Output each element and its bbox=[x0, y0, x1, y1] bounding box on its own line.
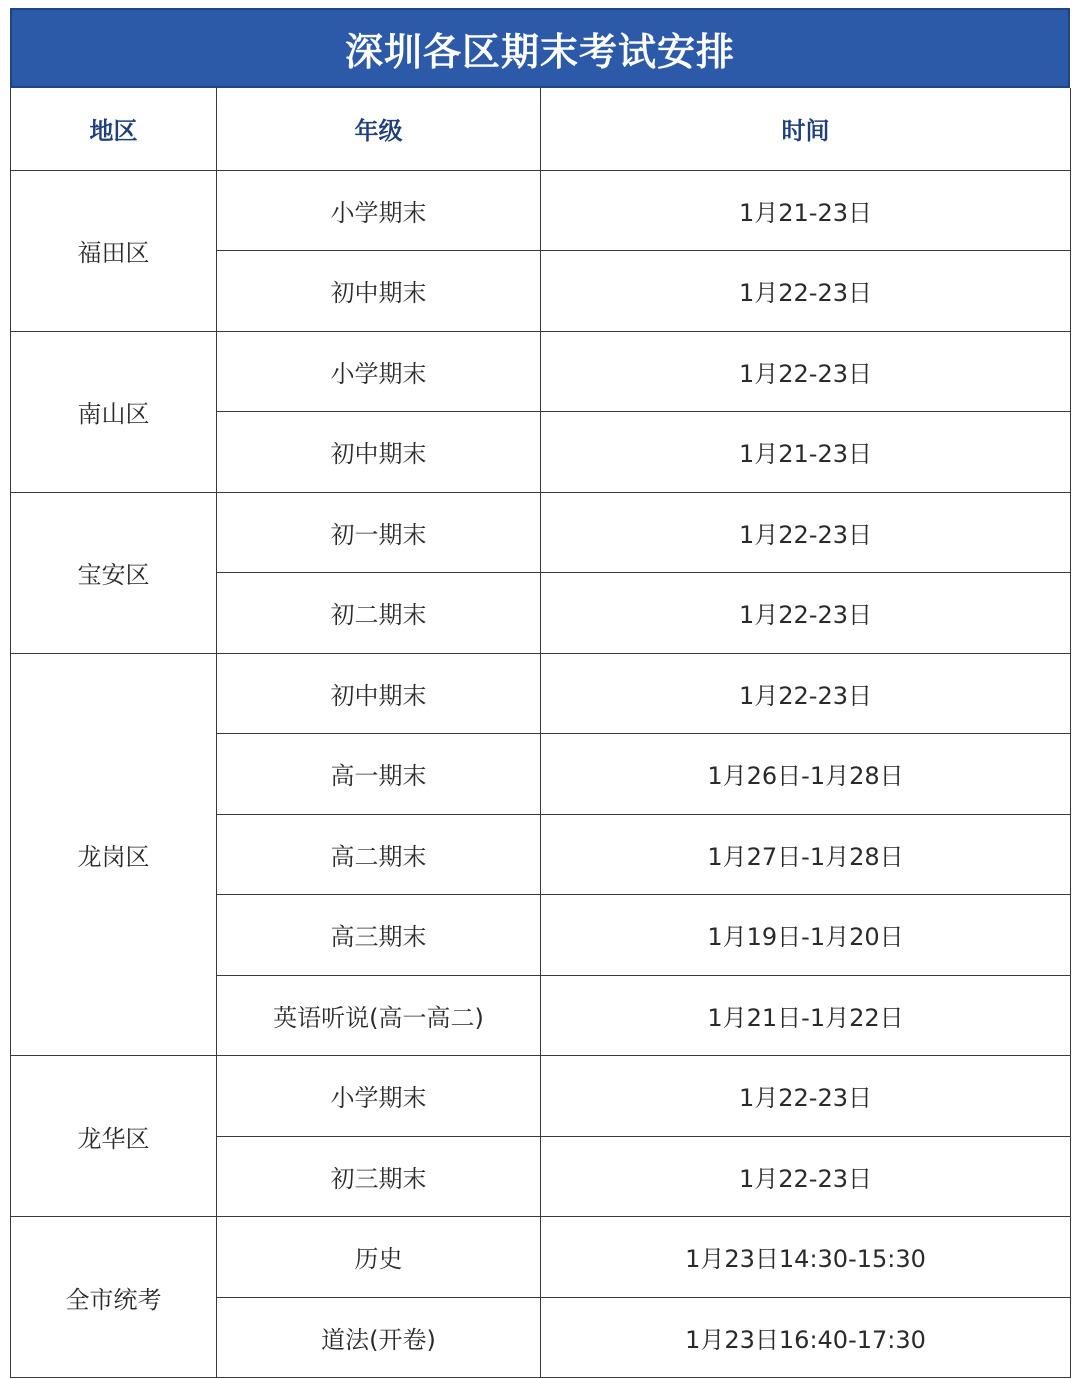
table-row bbox=[11, 331, 1071, 412]
header-region: 地区 bbox=[11, 88, 217, 170]
time-cell: 1月22-23日 bbox=[541, 1056, 1071, 1137]
time-cell: 1月22-23日 bbox=[541, 573, 1071, 654]
grade-cell: 小学期末 bbox=[217, 331, 541, 412]
grade-cell: 道法(开卷) bbox=[217, 1297, 541, 1378]
region-cell: 全市统考 bbox=[11, 1217, 217, 1378]
grade-cell: 历史 bbox=[217, 1217, 541, 1298]
region-cell: 龙岗区 bbox=[11, 653, 217, 1056]
header-time: 时间 bbox=[541, 88, 1071, 170]
time-cell: 1月22-23日 bbox=[541, 1136, 1071, 1217]
title-bar bbox=[10, 8, 1070, 88]
schedule-body bbox=[11, 170, 1071, 1378]
region-cell: 南山区 bbox=[11, 331, 217, 492]
grade-cell: 初中期末 bbox=[217, 251, 541, 332]
time-cell: 1月22-23日 bbox=[541, 653, 1071, 734]
table-row bbox=[11, 492, 1071, 573]
time-cell: 1月22-23日 bbox=[541, 492, 1071, 573]
grade-cell: 高一期末 bbox=[217, 734, 541, 815]
header-row bbox=[11, 88, 1071, 170]
time-cell: 1月21-23日 bbox=[541, 412, 1071, 493]
grade-cell: 初中期末 bbox=[217, 653, 541, 734]
grade-cell: 初一期末 bbox=[217, 492, 541, 573]
time-cell: 1月21日-1月22日 bbox=[541, 975, 1071, 1056]
grade-cell: 英语听说(高一高二) bbox=[217, 975, 541, 1056]
page-title: 深圳各区期末考试安排 bbox=[344, 29, 735, 74]
region-cell: 龙华区 bbox=[11, 1056, 217, 1217]
time-cell: 1月19日-1月20日 bbox=[541, 895, 1071, 976]
time-cell: 1月27日-1月28日 bbox=[541, 814, 1071, 895]
time-cell: 1月22-23日 bbox=[541, 251, 1071, 332]
grade-cell: 小学期末 bbox=[217, 1056, 541, 1137]
schedule-table bbox=[10, 88, 1071, 1378]
header-grade: 年级 bbox=[217, 88, 541, 170]
region-cell: 福田区 bbox=[11, 170, 217, 331]
time-cell: 1月23日14:30-15:30 bbox=[541, 1217, 1071, 1298]
table-row bbox=[11, 1217, 1071, 1298]
time-cell: 1月26日-1月28日 bbox=[541, 734, 1071, 815]
region-cell: 宝安区 bbox=[11, 492, 217, 653]
grade-cell: 高二期末 bbox=[217, 814, 541, 895]
time-cell: 1月21-23日 bbox=[541, 170, 1071, 251]
grade-cell: 初三期末 bbox=[217, 1136, 541, 1217]
schedule-sheet bbox=[10, 8, 1070, 1378]
time-cell: 1月23日16:40-17:30 bbox=[541, 1297, 1071, 1378]
grade-cell: 小学期末 bbox=[217, 170, 541, 251]
grade-cell: 初二期末 bbox=[217, 573, 541, 654]
table-row bbox=[11, 1056, 1071, 1137]
grade-cell: 初中期末 bbox=[217, 412, 541, 493]
table-row bbox=[11, 170, 1071, 251]
table-row bbox=[11, 653, 1071, 734]
time-cell: 1月22-23日 bbox=[541, 331, 1071, 412]
grade-cell: 高三期末 bbox=[217, 895, 541, 976]
